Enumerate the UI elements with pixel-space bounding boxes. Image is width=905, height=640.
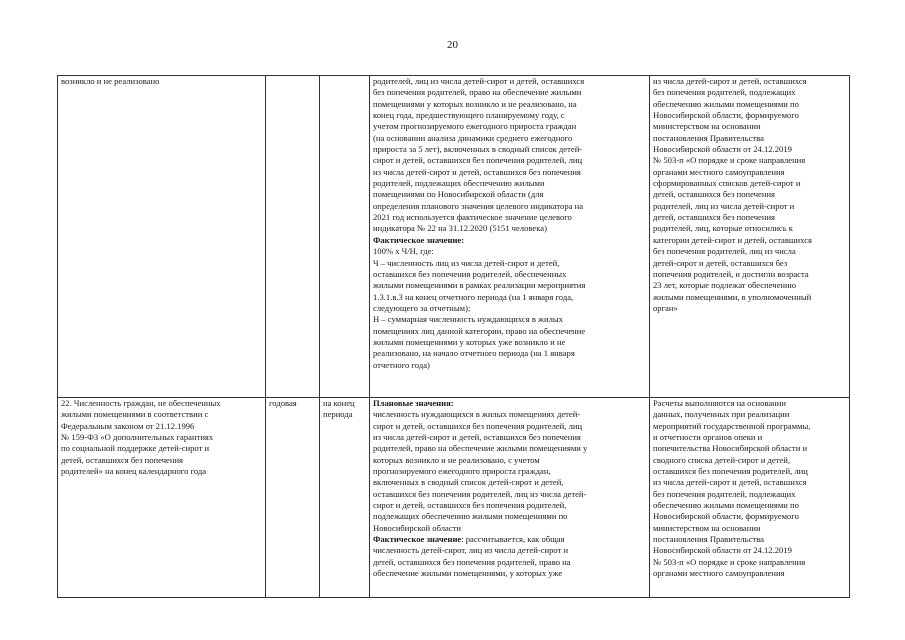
text-line: попечительства Новосибирской области и [653,443,808,454]
text-line [373,360,646,371]
calculation-method-cell [370,76,650,398]
text-line: возникло и не реализовано [61,76,160,86]
text-run: помещениями у которых возникло и не реализовано, на [373,98,577,109]
text-line: без попечения родителей, лиц из числа [653,246,796,257]
text-line: категории детей-сирот и детей, оставшихся [653,234,812,245]
text-line: Новосибирской области от 24.12.2019 [653,545,792,556]
text-run: родителей, лиц из числа детей-сирот и детей, оставшихся [373,76,585,86]
text-run: без попечения родителей, право на обеспечение жилыми [373,87,582,98]
text-line [373,269,646,280]
text-line [373,235,646,246]
text-line: из числа детей-сирот и детей, оставшихся [653,477,807,488]
text-line: без попечения родителей, подлежащих [653,488,796,499]
text-line: детей, оставшихся без попечения [653,212,775,223]
text-line: министерством на основании [653,121,761,132]
text-run: определения планового значения целевого индикатора на [373,200,584,211]
page-number: 20 [447,39,458,51]
text-line [373,477,646,488]
text-run: оставшихся без попечения родителей, лиц из числа детей- [373,488,587,499]
bold-label: Плановые значения: [373,398,454,408]
text-line: детей, оставшихся без попечения [653,189,775,200]
text-line: родителей» на конец календарного года [61,466,207,477]
text-line [373,223,646,234]
text-line [373,189,646,200]
text-line [373,326,646,337]
text-run: Ч – численность лиц из числа детей-сирот и детей, [373,257,560,268]
text-line [373,489,646,500]
text-line: на конец [323,398,355,408]
text-line [373,144,646,155]
text-line: сводного списка детей-сирот и детей, [653,454,790,465]
text-line: и отчетности органов опеки и [653,432,763,443]
text-line: оставшихся без попечения родителей, лиц [653,466,808,477]
text-run: сирот и детей, оставшихся без попечения родителей, лиц [373,155,583,166]
text-line [373,432,646,443]
text-line [373,155,646,166]
text-line: из числа детей-сирот и детей, оставшихся [653,76,807,86]
indicator-name-cell [58,398,266,598]
text-line [373,466,646,477]
text-run: сирот и детей, оставшихся без попечения родителей, [373,500,567,511]
text-line: жилыми помещениями в соответствии с [61,409,209,420]
text-line: жилыми помещениями, в уполномоченный [653,291,812,302]
text-run: конец года, предшествующего планируемому году, с [373,110,565,121]
text-line: Новосибирской области от 24.12.2019 [653,144,792,155]
text-line [373,258,646,269]
text-run: включенных в сводный список детей-сирот и детей, [373,477,564,488]
text-run: родителей, право на обеспечение жилыми помещениями у [373,443,588,454]
text-run: детей, оставшихся без попечения родителей, право на [373,556,571,567]
text-line [373,500,646,511]
text-run: Новосибирской области [373,522,462,533]
text-line: детей-сирот и детей, оставшихся без [653,257,788,268]
text-line [373,421,646,432]
text-line: № 503-п «О порядке и сроке направления [653,556,806,567]
text-line: 23 лет, которые подлежат обеспечению [653,280,797,291]
text-run: обеспечение жилыми помещениями, у которых уже [373,568,563,579]
text-run: жилыми помещениями в рамках реализации мероприятия [373,280,586,291]
text-line [373,314,646,325]
text-line: без попечения родителей, подлежащих [653,87,796,98]
text-line: мероприятий государственной программы, [653,420,811,431]
text-run: родителей, подлежащих обеспечению жилыми [373,178,545,189]
text-run: численность детей-сирот, лиц из числа детей-сирот и [373,545,569,556]
period-type-cell [320,398,370,598]
text-line: родителей, лиц из числа детей-сирот и [653,200,795,211]
text-line: родителей, лиц, которые относились к [653,223,793,234]
text-line: детей, оставшихся без попечения [61,454,183,465]
text-run: 100% х Ч/Н, где: [373,246,434,257]
text-line [373,568,646,579]
text-line [373,121,646,132]
text-run: которых возникло и не реализовано, с учетом [373,454,540,465]
text-line [373,201,646,212]
text-run: оставшихся без попечения родителей, обеспеченных [373,268,567,279]
text-run: из числа детей-сирот и детей, оставшихся без попечения [373,432,581,443]
text-run: индикатора № 22 на 31.12.2020 (5151 человека) [373,223,547,234]
text-line: Новосибирской области, формируемого [653,110,799,121]
text-line: 22. Численность граждан, не обеспеченных [61,398,221,408]
text-line: постановления Правительства [653,132,764,143]
text-line [373,398,646,409]
text-run: отчетного года) [373,359,430,370]
text-run: 2021 год используется фактическое значение целевого [373,212,572,223]
text-line [373,110,646,121]
text-line: данных, полученных при реализации [653,409,790,420]
text-line: периода [323,409,353,420]
text-line: министерством на основании [653,522,761,533]
data-source-cell [650,398,850,598]
text-line: обеспечению жилыми помещениями по [653,500,799,511]
text-run: помещениями по Новосибирской области (для [373,189,544,200]
text-line: органами местного самоуправления [653,568,785,579]
text-line [373,167,646,178]
bold-label: Фактическое значение [373,534,462,545]
text-line: сформированных списков детей-сирот и [653,178,801,189]
text-line [373,292,646,303]
text-line [373,545,646,556]
text-line [373,534,646,545]
table-row [58,76,850,398]
text-line [373,337,646,348]
text-line [373,409,646,420]
text-line: Федеральным законом от 21.12.1996 [61,420,195,431]
text-line [373,348,646,359]
period-type-cell [320,76,370,398]
periodicity-cell [266,76,320,398]
text-line: годовая [269,398,297,408]
text-run: прогнозируемого ежегодного прироста граждан, [373,466,551,477]
text-run: прироста за 5 лет), включенных в сводный список детей- [373,144,583,155]
text-line: орган» [653,302,678,313]
text-run: сирот и детей, оставшихся без попечения родителей, лиц [373,420,583,431]
text-run: подлежащих обеспечению жилыми помещениями по [373,511,568,522]
table-row [58,398,850,598]
text-line [373,303,646,314]
text-line [373,443,646,454]
text-line [373,280,646,291]
indicator-name-cell [58,76,266,398]
text-line: № 503-п «О порядке и сроке направления [653,155,806,166]
text-line [373,523,646,534]
text-line: попечения родителей, и достигли возраста [653,268,809,279]
text-line [373,133,646,144]
text-run: 1.3.1.в.3 на конец отчетного периода (на 1 января года, [373,291,574,302]
text-line: органами местного самоуправления [653,166,785,177]
indicator-table [57,75,850,598]
text-line: обеспечению жилыми помещениями по [653,98,799,109]
text-line [373,76,646,87]
text-line [373,455,646,466]
text-line: Расчеты выполняются на основании [653,398,786,408]
text-line [373,246,646,257]
text-line [373,511,646,522]
bold-label: Фактическое значение: [373,234,465,245]
data-source-cell [650,76,850,398]
text-run: из числа детей-сирот и детей, оставшихся без попечения [373,166,581,177]
text-run: жилыми помещениями у которых уже возникло и не [373,336,566,347]
text-line [373,99,646,110]
text-line [373,87,646,98]
text-line: Новосибирской области, формируемого [653,511,799,522]
text-run: помещениях лиц данной категории, право на обеспечение [373,325,586,336]
calculation-method-cell [370,398,650,598]
text-run: следующего за отчетным); [373,302,471,313]
text-line: по социальной поддержке детей-сирот и [61,443,210,454]
text-line [373,212,646,223]
periodicity-cell [266,398,320,598]
text-run: Н – суммарная численность нуждающихся в жилых [373,314,563,325]
text-run: численность нуждающихся в жилых помещениях детей- [373,409,581,420]
text-run: (на основании анализа динамики среднего ежегодного [373,132,573,143]
text-line [373,178,646,189]
text-run: учетом прогнозируемого ежегодного прироста граждан [373,121,577,132]
text-line [373,557,646,568]
text-line: постановления Правительства [653,534,764,545]
text-line: № 159-ФЗ «О дополнительных гарантиях [61,432,214,443]
text-run: реализовано, на начало отчетного периода (на 1 января [373,348,575,359]
text-run: : рассчитывается, как общая [461,534,565,545]
